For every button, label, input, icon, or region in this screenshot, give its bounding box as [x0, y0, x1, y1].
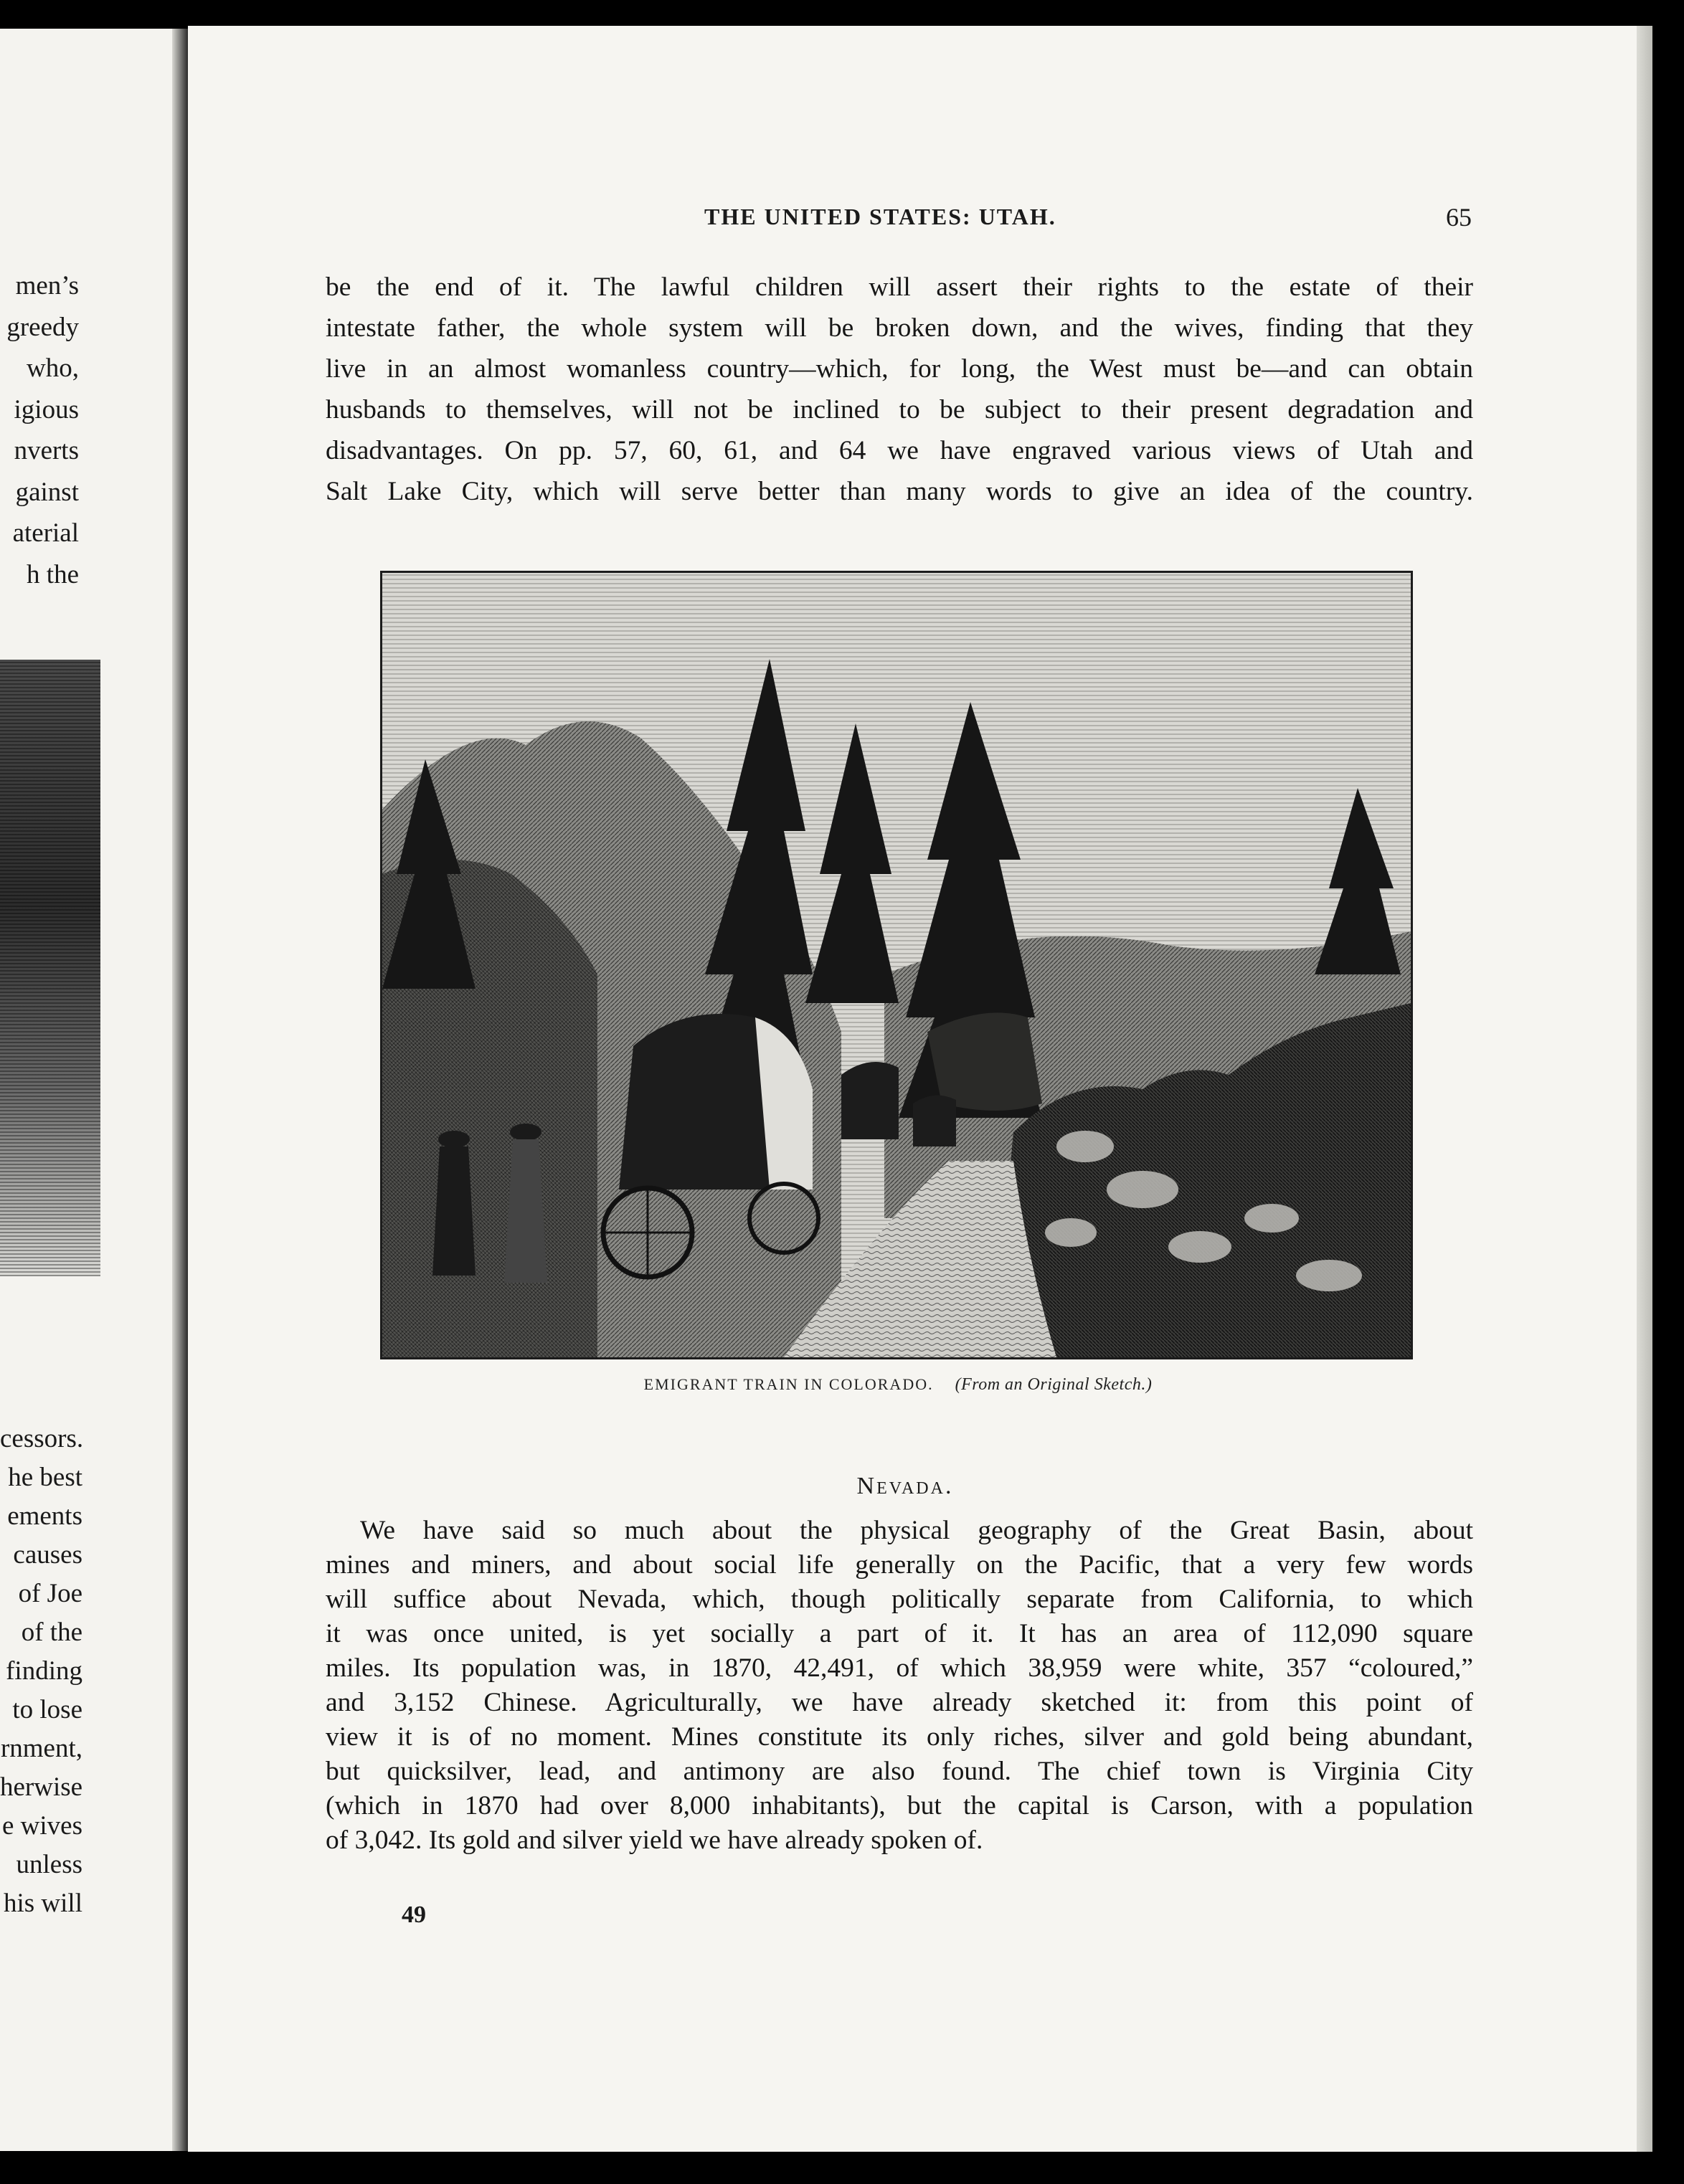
paragraph-nevada	[326, 1514, 1473, 1858]
text-line: mines and miners, and about social life generally on the Pacific, that a very few words	[326, 1550, 1473, 1580]
engraving-emigrant-train	[380, 571, 1413, 1359]
left-fragment: his will	[4, 1889, 82, 1918]
text-line: of 3,042. Its gold and silver yield we have already spoken of.	[326, 1825, 983, 1855]
caption-title: EMIGRANT TRAIN IN COLORADO.	[643, 1375, 934, 1393]
left-fragment: h the	[27, 559, 79, 589]
left-fragment: ements	[7, 1501, 82, 1531]
page-edge	[1637, 26, 1652, 2152]
left-fragment: to lose	[12, 1695, 82, 1724]
text-line: live in an almost womanless country—which, for long, the West must be—and can obtain	[326, 354, 1473, 384]
left-fragment: cessors.	[0, 1424, 84, 1453]
left-fragment: unless	[16, 1850, 82, 1879]
text-line: miles. Its population was, in 1870, 42,491, of which 38,959 were white, 357 “coloured,”	[326, 1653, 1473, 1683]
left-page-lower-text	[0, 1420, 82, 1923]
figure-caption	[432, 1375, 1364, 1395]
page-65	[188, 26, 1637, 2152]
left-facing-page	[0, 29, 183, 2151]
left-page-engraving-fragment	[0, 660, 100, 1276]
left-fragment: greedy	[6, 312, 79, 342]
left-fragment: herwise	[0, 1772, 83, 1802]
left-fragment: e wives	[2, 1811, 82, 1841]
signature-mark: 49	[402, 1901, 426, 1928]
text-line: We have said so much about the physical geography of the Great Basin, about	[360, 1516, 1473, 1545]
left-fragment: aterial	[12, 518, 79, 548]
left-fragment: rnment,	[0, 1734, 82, 1763]
text-line: intestate father, the whole system will be broken down, and the wives, finding that they	[326, 313, 1473, 343]
text-line: but quicksilver, lead, and antimony are also found. The chief town is Virginia City	[326, 1757, 1473, 1786]
text-line: be the end of it. The lawful children will assert their rights to the estate of their	[326, 272, 1473, 302]
left-fragment: finding	[6, 1656, 82, 1686]
left-page-upper-text	[0, 265, 79, 595]
text-line: will suffice about Nevada, which, though politically separate from California, to which	[326, 1585, 1473, 1614]
running-head: THE UNITED STATES: UTAH.	[704, 204, 1056, 229]
text-line: husbands to themselves, will not be inclined to be subject to their present degradation and	[326, 395, 1473, 424]
left-fragment: he best	[8, 1463, 82, 1492]
left-fragment: nverts	[14, 436, 79, 465]
text-line: and 3,152 Chinese. Agriculturally, we have already sketched it: from this point of	[326, 1688, 1473, 1717]
left-fragment: igious	[14, 394, 79, 424]
page-number: 65	[1446, 203, 1472, 232]
text-line: (which in 1870 had over 8,000 inhabitants), but the capital is Carson, with a population	[326, 1791, 1473, 1820]
section-heading-nevada: Nevada.	[856, 1473, 954, 1499]
text-line: Salt Lake City, which will serve better than many words to give an idea of the country.	[326, 477, 1473, 506]
left-fragment: men’s	[15, 271, 79, 300]
left-fragment: causes	[13, 1540, 82, 1570]
left-fragment: who,	[27, 353, 79, 383]
left-fragment: of Joe	[18, 1579, 82, 1608]
text-line: it was once united, is yet socially a part of it. It has an area of 112,090 square	[326, 1619, 1473, 1648]
paragraph-utah-conclusion	[326, 267, 1473, 512]
left-fragment: gainst	[15, 477, 79, 507]
text-line: disadvantages. On pp. 57, 60, 61, and 64 we have engraved various views of Utah and	[326, 436, 1473, 465]
text-line: view it is of no moment. Mines constitute its only riches, silver and gold being abundant,	[326, 1722, 1473, 1752]
left-fragment: of the	[21, 1618, 82, 1647]
caption-note: (From an Original Sketch.)	[955, 1375, 1153, 1394]
